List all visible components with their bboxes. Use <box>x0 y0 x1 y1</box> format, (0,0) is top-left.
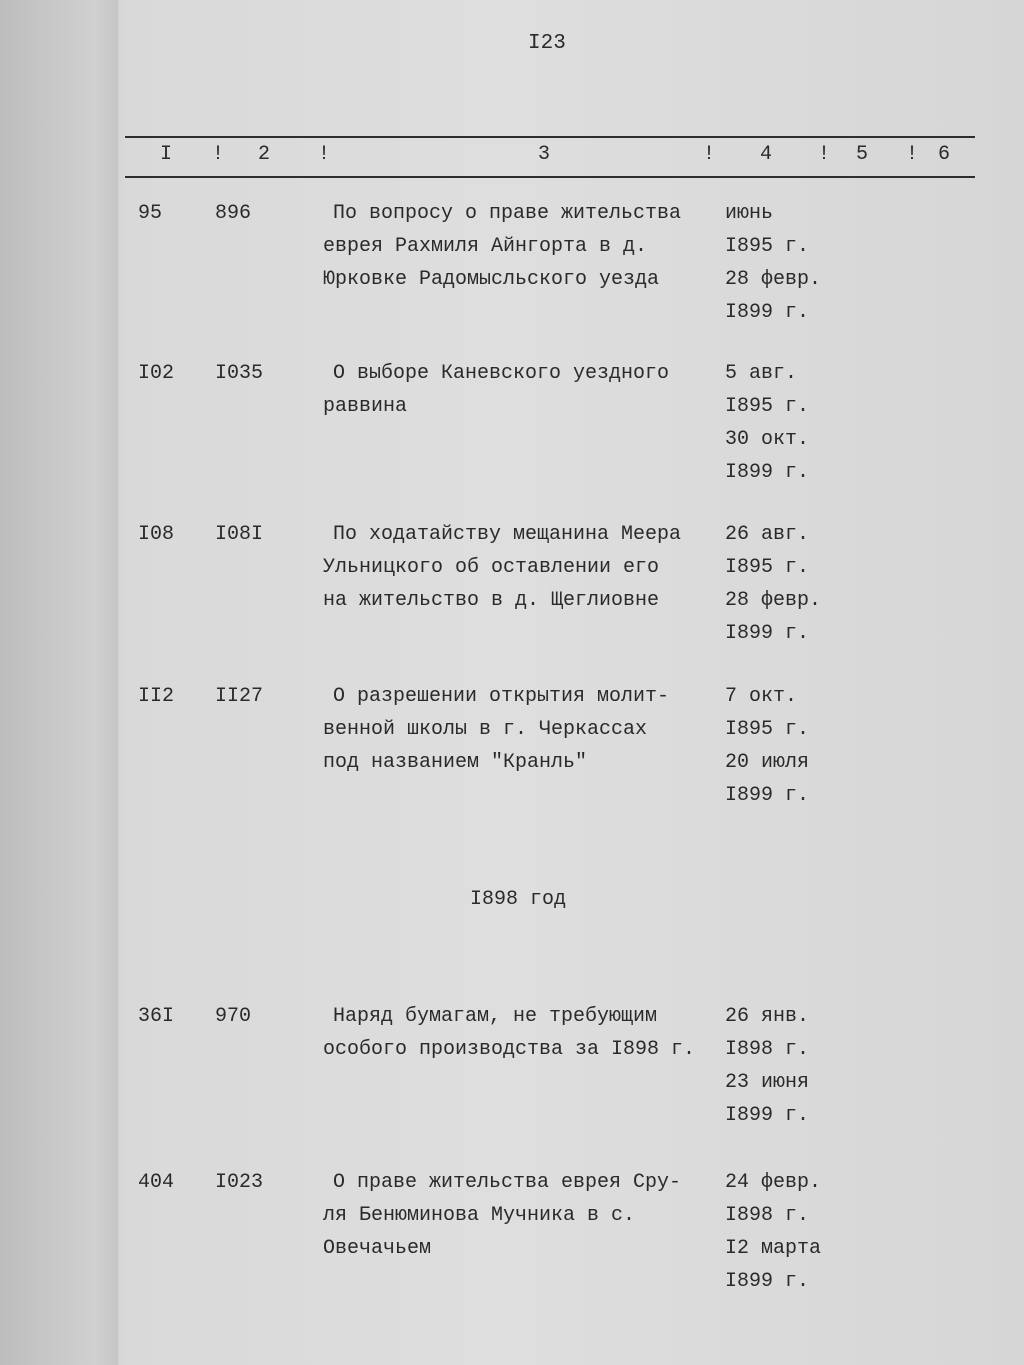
table-header-bottom-rule <box>125 176 975 178</box>
entry-dates <box>725 680 809 812</box>
entry-number: I02 <box>138 362 175 385</box>
date-line: 26 авг. <box>725 523 810 546</box>
header-col-3: 3 <box>538 143 551 166</box>
description-line: Наряд бумагам, не требующим <box>333 1005 658 1028</box>
entry-description <box>323 1166 723 1265</box>
date-line: 28 февр. <box>725 268 822 291</box>
date-line: 26 янв. <box>725 1005 810 1028</box>
header-col-6: 6 <box>938 143 951 166</box>
date-line: 28 февр. <box>725 589 822 612</box>
description-line: раввина <box>323 395 408 418</box>
entry-dates <box>725 1000 809 1132</box>
entry-number: I08 <box>138 523 175 546</box>
description-line: О выборе Каневского уездного <box>333 362 670 385</box>
table-header-top-rule <box>125 136 975 138</box>
description-line: ля Бенюминова Мучника в с. <box>323 1204 636 1227</box>
entry-description <box>323 680 723 779</box>
description-line: По ходатайству мещанина Меера <box>333 523 682 546</box>
description-line: на жительство в д. Щеглиовне <box>323 589 660 612</box>
entry-number: 95 <box>138 202 163 225</box>
header-separator: ! <box>906 143 919 166</box>
header-col-1: I <box>160 143 173 166</box>
date-line: 23 июня <box>725 1071 810 1094</box>
description-line: По вопросу о праве жительства <box>333 202 682 225</box>
date-line: I895 г. <box>725 718 810 741</box>
file-number: II27 <box>215 685 264 708</box>
entry-dates <box>725 357 809 489</box>
header-separator: ! <box>212 143 225 166</box>
header-col-2: 2 <box>258 143 271 166</box>
entry-number: 36I <box>138 1005 175 1028</box>
entry-description <box>323 357 723 423</box>
entry-number: II2 <box>138 685 175 708</box>
file-number: I08I <box>215 523 264 546</box>
date-line: I899 г. <box>725 301 810 324</box>
file-number: 896 <box>215 202 252 225</box>
date-line: I899 г. <box>725 1270 810 1293</box>
date-line: 20 июля <box>725 751 810 774</box>
description-line: Ульницкого об оставлении его <box>323 556 660 579</box>
header-separator: ! <box>818 143 831 166</box>
header-separator: ! <box>318 143 331 166</box>
date-line: I898 г. <box>725 1204 810 1227</box>
description-line: еврея Рахмиля Айнгорта в д. <box>323 235 648 258</box>
file-number: I023 <box>215 1171 264 1194</box>
date-line: I899 г. <box>725 622 810 645</box>
header-col-4: 4 <box>760 143 773 166</box>
date-line: I898 г. <box>725 1038 810 1061</box>
date-line: I2 марта <box>725 1237 822 1260</box>
date-line: I899 г. <box>725 1104 810 1127</box>
date-line: I899 г. <box>725 784 810 807</box>
year-heading: I898 год <box>470 888 567 911</box>
page-number: I23 <box>528 32 566 55</box>
date-line: 24 февр. <box>725 1171 822 1194</box>
date-line: I899 г. <box>725 461 810 484</box>
description-line: особого производства за I898 г. <box>323 1038 696 1061</box>
date-line: I895 г. <box>725 395 810 418</box>
date-line: 5 авг. <box>725 362 798 385</box>
date-line: 7 окт. <box>725 685 798 708</box>
date-line: I895 г. <box>725 235 810 258</box>
description-line: О разрешении открытия молит- <box>333 685 670 708</box>
file-number: 970 <box>215 1005 252 1028</box>
entry-description <box>323 518 723 617</box>
description-line: под названием "Кранль" <box>323 751 588 774</box>
header-col-5: 5 <box>856 143 869 166</box>
entry-description <box>323 197 723 296</box>
entry-description <box>323 1000 723 1066</box>
entry-dates <box>725 1166 821 1298</box>
description-line: О праве жительства еврея Сру- <box>333 1171 682 1194</box>
date-line: 30 окт. <box>725 428 810 451</box>
description-line: венной школы в г. Черкассах <box>323 718 648 741</box>
entry-number: 404 <box>138 1171 175 1194</box>
entry-dates <box>725 197 821 329</box>
description-line: Юрковке Радомысльского уезда <box>323 268 660 291</box>
header-separator: ! <box>703 143 716 166</box>
entry-dates <box>725 518 821 650</box>
date-line: I895 г. <box>725 556 810 579</box>
date-line: июнь <box>725 202 774 225</box>
book-binding <box>0 0 118 1365</box>
file-number: I035 <box>215 362 264 385</box>
description-line: Овечачьем <box>323 1237 432 1260</box>
